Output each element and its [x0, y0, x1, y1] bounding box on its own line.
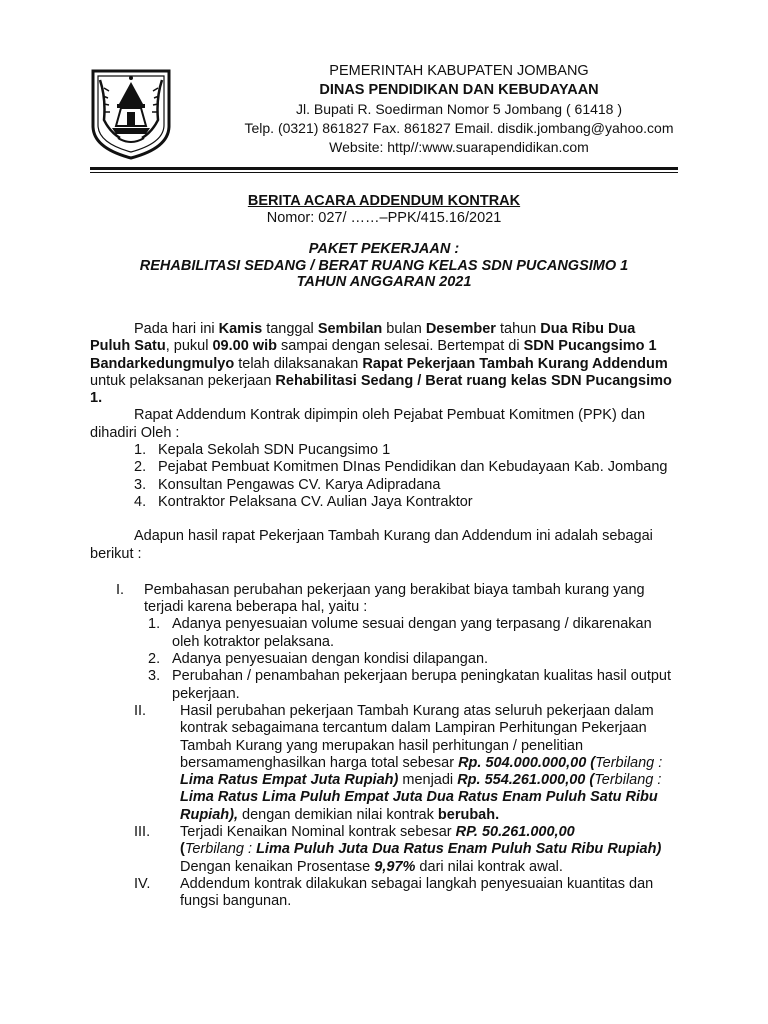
work-name: Rehabilitasi Sedang / Berat ruang kelas SDN Pucangsimo 1. [90, 372, 672, 407]
list-item: 3. Konsultan Pengawas CV. Karya Adipradana [134, 476, 441, 493]
initial-contract-value: Rp. 504.000.000,00 ( [458, 754, 596, 771]
government-name: PEMERINTAH KABUPATEN JOMBANG [329, 63, 589, 79]
change-reasons-list [90, 616, 678, 702]
meeting-time: 09.00 wib [212, 338, 277, 355]
list-item: 2. Adanya penyesuaian dengan kondisi dilapangan. [148, 651, 489, 668]
work-package-heading [90, 241, 678, 291]
meeting-year: Dua Ribu Dua Puluh Satu [90, 321, 636, 355]
result-item-2: II. Hasil perubahan pekerjaan Tambah Kurang atas seluruh pekerjaan dalam kontrak sebagaimana tercantum dalam Lampiran Perhitungan Pekerjaan Tambah Kurang yang merupakan hasil perhitungan / penelitian bersamamenghasilkan harga total sebesar Rp. 504.000.000,00 (Terbilang : Lima Ratus Empat Juta Rupiah) menjadi Rp. 554.261.000,00 (Terbilang : Lima Ratus Lima Puluh Empat Juta Dua Ratus Enam Puluh Satu Ribu Rupiah), dengan demikian nilai kontrak berubah. [134, 702, 663, 823]
results-intro: Adapun hasil rapat Pekerjaan Tambah Kurang dan Addendum ini adalah sebagai berikut : [90, 528, 653, 562]
meeting-date: Sembilan [317, 321, 383, 337]
jombang-regency-emblem-icon [90, 68, 172, 160]
document-title: BERITA ACARA ADDENDUM KONTRAK [247, 193, 521, 209]
list-item: 4. Kontraktor Pelaksana CV. Aulian Jaya Kontraktor [134, 493, 473, 510]
letterhead-text [240, 62, 678, 157]
results-list [90, 582, 678, 911]
meeting-name: Rapat Pekerjaan Tambah Kurang Addendum [362, 355, 668, 372]
result-item-1: I. Pembahasan perubahan pekerjaan yang berakibat biaya tambah kurang yang terjadi karena beberapa hal, yaitu : [116, 581, 645, 616]
package-name: REHABILITASI SEDANG / BERAT RUANG KELAS SDN PUCANGSIMO 1 [139, 257, 629, 274]
office-address: Jl. Bupati R. Soedirman Nomor 5 Jombang ( 61418 ) [295, 101, 623, 117]
opening-paragraph: Pada hari ini Kamis tanggal Sembilan bulan Desember tahun Dua Ribu Dua Puluh Satu, pukul 09.00 wib sampai dengan selesai. Bertempat di SDN Pucangsimo 1 Bandarkedungmulyo telah dilaksanakan Rapat Pekerjaan Tambah Kurang Addendum untuk pelaksanan pekerjaan Rehabilitasi Sedang / Berat ruang kelas SDN Pucangsimo 1. [90, 321, 672, 407]
meeting-day: Kamis [218, 321, 263, 337]
document-body [90, 321, 678, 911]
list-item: 1. Kepala Sekolah SDN Pucangsimo 1 [134, 442, 391, 459]
attendance-intro: Rapat Addendum Kontrak dipimpin oleh Pejabat Pembuat Komitmen (PPK) dan dihadiri Oleh : [90, 407, 646, 441]
budget-year: TAHUN ANGGARAN 2021 [296, 274, 472, 290]
attendee-list [90, 442, 678, 511]
list-item: 3. Perubahan / penambahan pekerjaan berupa peningkatan kualitas hasil output pekerjaan. [148, 668, 672, 702]
letterhead-divider-thin [90, 172, 678, 173]
office-website: Website: http//:www.suarapendidikan.com [329, 139, 589, 155]
meeting-place: SDN Pucangsimo 1 Bandarkedungmulyo [90, 338, 657, 372]
increase-amount: RP. 50.261.000,00 [455, 824, 575, 841]
new-contract-value: Rp. 554.261.000,00 ( [457, 772, 595, 789]
letterhead-divider [90, 167, 678, 170]
office-contact: Telp. (0321) 861827 Fax. 861827 Email. disdik.jombang@yahoo.com [244, 120, 674, 136]
department-name: DINAS PENDIDIKAN DAN KEBUDAYAAN [319, 82, 599, 98]
result-item-4: IV. Addendum kontrak dilakukan sebagai langkah penyesuaian kuantitas dan fungsi bangunan. [134, 875, 654, 910]
letterhead [90, 60, 678, 166]
package-label: PAKET PEKERJAAN : [308, 241, 460, 257]
meeting-month: Desember [425, 321, 496, 337]
list-item: 1. Adanya penyesuaian volume sesuai dengan yang terpasang / dikarenakan oleh kotraktor pelaksana. [148, 616, 652, 650]
document-number: Nomor: 027/ ……–PPK/415.16/2021 [266, 210, 502, 226]
result-item-3: III. Terjadi Kenaikan Nominal kontrak sebesar RP. 50.261.000,00 (Terbilang : Lima Puluh Juta Dua Ratus Enam Puluh Satu Ribu Rupiah) Dengan kenaikan Prosentase 9,97% dari nilai kontrak awal. [134, 824, 662, 875]
increase-percentage: 9,97% [374, 858, 416, 875]
list-item: 2. Pejabat Pembuat Komitmen DInas Pendidikan dan Kebudayaan Kab. Jombang [134, 459, 668, 476]
document-title-block [90, 193, 678, 227]
